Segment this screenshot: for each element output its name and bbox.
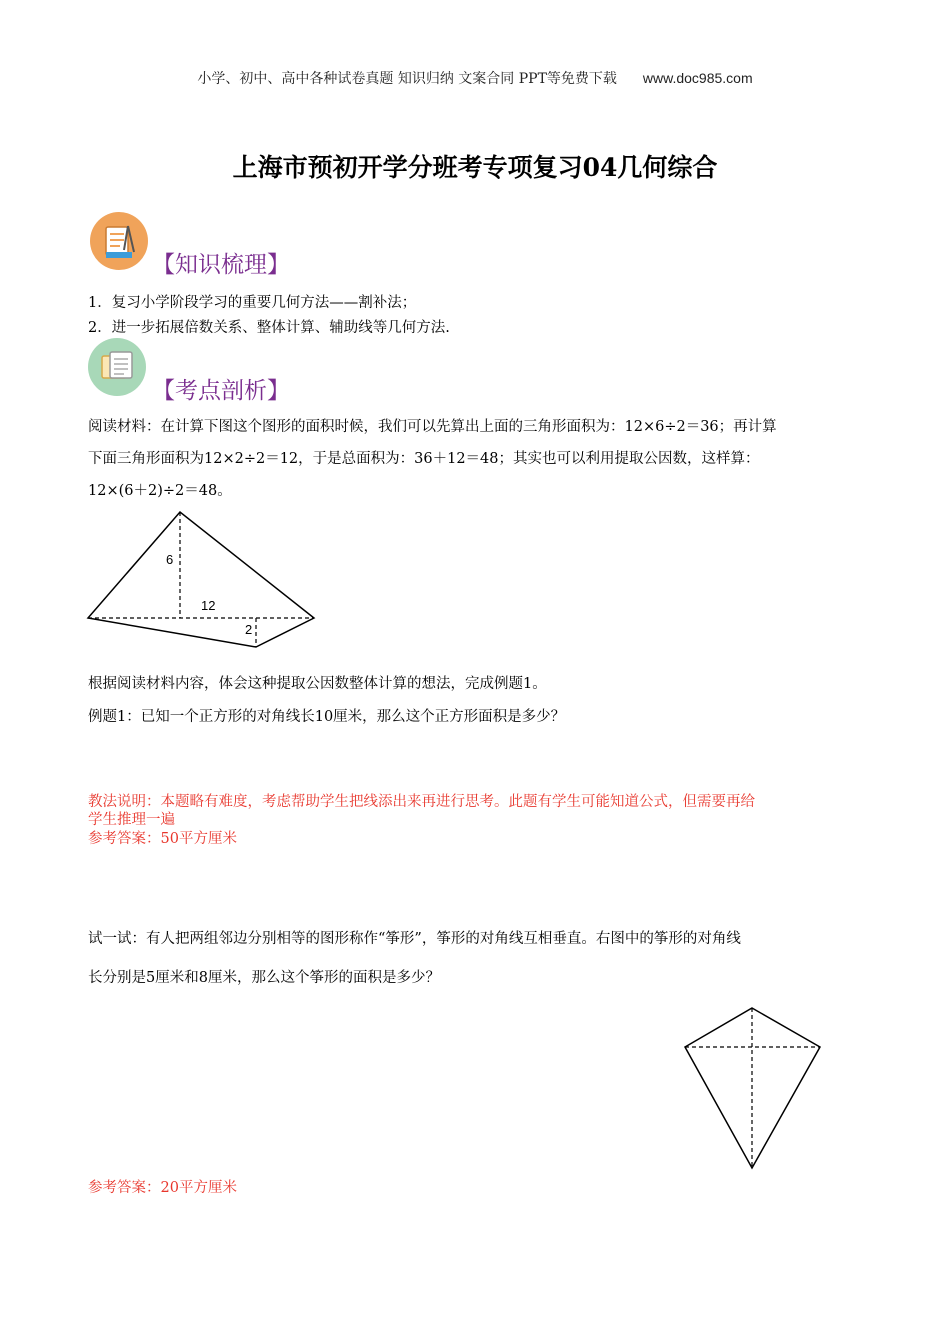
- try-line-2: 长分别是5厘米和8厘米，那么这个筝形的面积是多少？: [88, 970, 440, 986]
- reading-line-3: 12×(6＋2)÷2＝48。: [88, 483, 232, 499]
- knowledge-item-1: 1．复习小学阶段学习的重要几何方法——割补法；: [88, 295, 417, 311]
- label-two: 2: [245, 622, 253, 637]
- instruction-text: 根据阅读材料内容，体会这种提取公因数整体计算的想法，完成例题1。: [88, 676, 547, 692]
- example-1: 例题1：已知一个正方形的对角线长10厘米，那么这个正方形面积是多少？: [88, 709, 566, 725]
- kite-figure: [676, 1000, 836, 1179]
- header-site[interactable]: www.doc985.com: [642, 70, 753, 86]
- answer-1: 参考答案：50平方厘米: [88, 831, 237, 847]
- teaching-note-line-1: 教法说明：本题略有难度，考虑帮助学生把线添出来再进行思考。此题有学生可能知道公式，但需要再给: [88, 794, 755, 810]
- section-heading-knowledge: 【知识梳理】: [152, 252, 290, 278]
- teaching-note-line-2: 学生推理一遍: [88, 812, 175, 828]
- reading-line-2: 下面三角形面积为12×2÷2＝12，于是总面积为：36＋12＝48；其实也可以利用提取公因数，这样算：: [88, 451, 760, 467]
- quadrilateral-figure: [80, 505, 330, 659]
- try-line-1: 试一试：有人把两组邻边分别相等的图形称作“筝形”，筝形的对角线互相垂直。右图中的筝形的对角线: [88, 931, 741, 947]
- section-heading-analysis: 【考点剖析】: [152, 378, 290, 404]
- documents-icon: [88, 338, 146, 396]
- label-twelve: 12: [201, 598, 216, 613]
- figure-outline: [88, 512, 314, 647]
- answer-2: 参考答案：20平方厘米: [88, 1180, 237, 1196]
- reading-line-1: 阅读材料：在计算下图这个图形的面积时候，我们可以先算出上面的三角形面积为：12×6÷2＝36；再计算: [88, 419, 777, 435]
- notebook-icon: [90, 212, 148, 270]
- page-title: 上海市预初开学分班考专项复习04几何综合: [232, 153, 718, 182]
- page-header: [0, 68, 950, 88]
- header-text: 小学、初中、高中各种试卷真题 知识归纳 文案合同 PPT等免费下载: [197, 71, 617, 87]
- label-six: 6: [166, 552, 174, 567]
- knowledge-item-2: 2．进一步拓展倍数关系、整体计算、辅助线等几何方法.: [88, 320, 450, 336]
